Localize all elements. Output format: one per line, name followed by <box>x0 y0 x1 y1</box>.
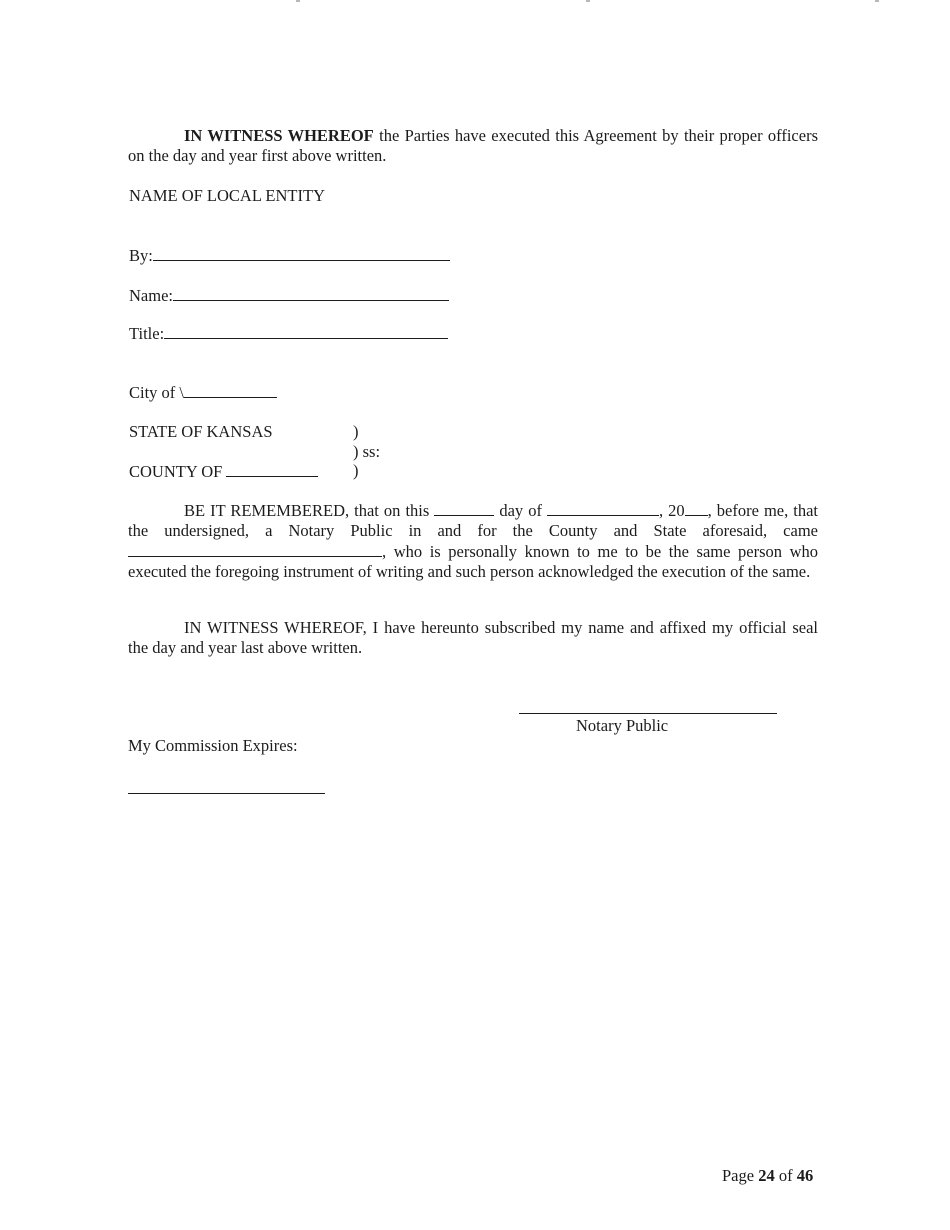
witness-clause-lead: IN WITNESS WHEREOF <box>184 126 374 145</box>
name-line[interactable] <box>173 285 449 301</box>
notary-witness-text: IN WITNESS WHEREOF, I have hereunto subscribed my name and affixed my official seal the day and year last above written. <box>128 618 818 657</box>
page-of: of <box>774 1166 797 1185</box>
by-label: By: <box>129 246 153 265</box>
scan-artifact <box>296 0 300 2</box>
page-number <box>722 1166 813 1186</box>
by-signature-line[interactable] <box>153 245 450 261</box>
title-label: Title: <box>129 324 165 343</box>
witness-clause <box>128 126 818 166</box>
title-field <box>129 323 448 344</box>
ack-person-line[interactable] <box>128 541 382 557</box>
witness-clause-text: the Parties have executed this Agreement by their proper officers on the day and year first above written. <box>128 126 818 165</box>
commission-expiry-line[interactable] <box>128 793 325 794</box>
ack-part2: day of <box>499 501 542 520</box>
ack-part4: , before me, that the undersigned, a Notary Public in and for the County and State aforesaid, came <box>128 501 819 540</box>
ack-day-line[interactable] <box>434 500 494 516</box>
page-current: 24 <box>758 1166 775 1185</box>
county-field <box>129 461 318 482</box>
notary-signature-line[interactable] <box>519 713 777 714</box>
state-label: STATE OF KANSAS <box>129 422 273 441</box>
scan-artifact <box>586 0 590 2</box>
city-label: City of \ <box>129 383 185 402</box>
name-label: Name: <box>129 286 173 305</box>
commission-label: My Commission Expires: <box>128 736 298 755</box>
venue-paren-ss: ) ss: <box>353 442 381 461</box>
acknowledgment-paragraph <box>128 500 818 582</box>
page-prefix: Page <box>722 1166 759 1185</box>
ack-year-line[interactable] <box>685 500 708 516</box>
venue-paren-1: ) <box>353 422 359 441</box>
title-line[interactable] <box>164 323 448 339</box>
page-total: 46 <box>796 1166 814 1185</box>
ack-month-line[interactable] <box>547 500 659 516</box>
notary-witness-paragraph <box>128 618 818 658</box>
city-field <box>129 382 277 403</box>
county-line[interactable] <box>226 461 318 477</box>
scan-artifact <box>875 0 879 2</box>
entity-heading: NAME OF LOCAL ENTITY <box>129 186 325 205</box>
city-line[interactable] <box>184 382 277 398</box>
notary-public-label: Notary Public <box>576 716 669 735</box>
name-field <box>129 285 449 306</box>
county-label: COUNTY OF <box>129 462 223 481</box>
venue-paren-3: ) <box>353 461 359 480</box>
by-field <box>129 245 450 266</box>
ack-part5: , who is personally known to me to be the same person who executed the foregoing instrument of writing and such person acknowledged the execution of the same. <box>128 542 818 581</box>
ack-part1: BE IT REMEMBERED, that on this <box>184 501 430 520</box>
ack-part3: , 20 <box>659 501 685 520</box>
